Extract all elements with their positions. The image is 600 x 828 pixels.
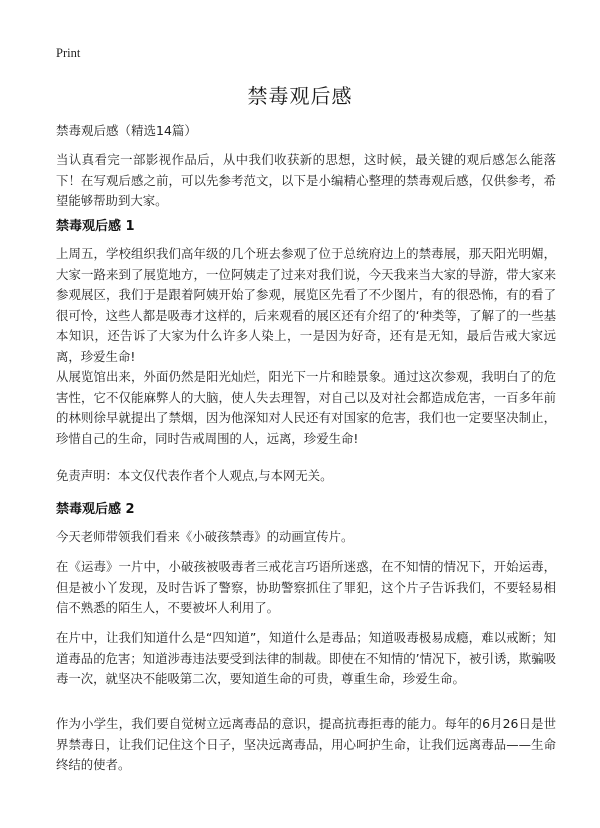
disclaimer: 免责声明：本文仅代表作者个人观点,与本网无关。 [56, 468, 333, 483]
section-1-heading: 禁毒观后感 1 [56, 219, 135, 234]
section-2-paragraph-2: 在《运毒》一片中，小破孩被吸毒者三戒花言巧语所迷惑，在不知情的情况下，开始运毒，但是被小丫发现，及时告诉了警察，协助警察抓住了罪犯，这个片子告诉我们，不要轻易相信不熟悉的陌生人，不要被坏人利用了。 [56, 559, 556, 615]
section-2-paragraph-3: 在片中，让我们知道什么是“四知道”，知道什么是毒品；知道吸毒极易成瘾，难以戒断；知道毒品的危害；知道涉毒违法要受到法律的制裁。即使在不知情的’情况下，被引诱，欺骗吸毒一次，就坚决不能吸第二次，要知道生命的可贵，尊重生命，珍爱生命。 [56, 630, 556, 686]
section-2-heading: 禁毒观后感 2 [56, 502, 135, 517]
article-subtitle: 禁毒观后感（精选14篇） [56, 123, 197, 138]
intro-paragraph: 当认真看完一部影视作品后，从中我们收获新的思想，这时候，最关键的观后感怎么能落下！在写观后感之前，可以先参考范文，以下是小编精心整理的禁毒观后感，仅供参考，希望能够帮助到大家。 [56, 152, 556, 208]
section-1-paragraph-1: 上周五，学校组织我们高年级的几个班去参观了位于总统府边上的禁毒展，那天阳光明媚，大家一路来到了展览地方，一位阿姨走了过来对我们说，今天我来当大家的导游，带大家来参观展区，我们于是跟着阿姨开始了参观，展览区先看了不少图片，有的很恐怖，有的看了很可怜，这些人都是吸毒才这样的，后来观看的展区还有介绍了的‘种类等，了解了的一些基本知识，还告诉了大家为什么许多人染上，一是因为好奇，还有是无知，最后告戒大家远离，珍爱生命! [56, 246, 556, 364]
print-link[interactable]: Print [56, 46, 81, 60]
page-title: 禁毒观后感 [247, 84, 353, 108]
section-2-paragraph-4: 作为小学生，我们要自觉树立远离毒品的意识，提高抗毒拒毒的能力。每年的6月26日是世界禁毒日，让我们记住这个日子，坚决远离毒品，用心呵护生命，让我们远离毒品——生命终结的使者。 [56, 716, 556, 772]
section-1-paragraph-2: 从展览馆出来，外面仍然是阳光灿烂，阳光下一片和睦景象。通过这次参观，我明白了的危害性，它不仅能麻弊人的大脑，使人失去理智，对自己以及对社会都造成危害，一百多年前的林则徐早就提出了禁烟，因为他深知对人民还有对国家的危害，我们也一定要坚决制止，珍惜自己的生命，同时告戒周围的人，远离，珍爱生命! [56, 369, 556, 446]
section-2-paragraph-1: 今天老师带领我们看来《小破孩禁毒》的动画宣传片。 [56, 529, 354, 544]
